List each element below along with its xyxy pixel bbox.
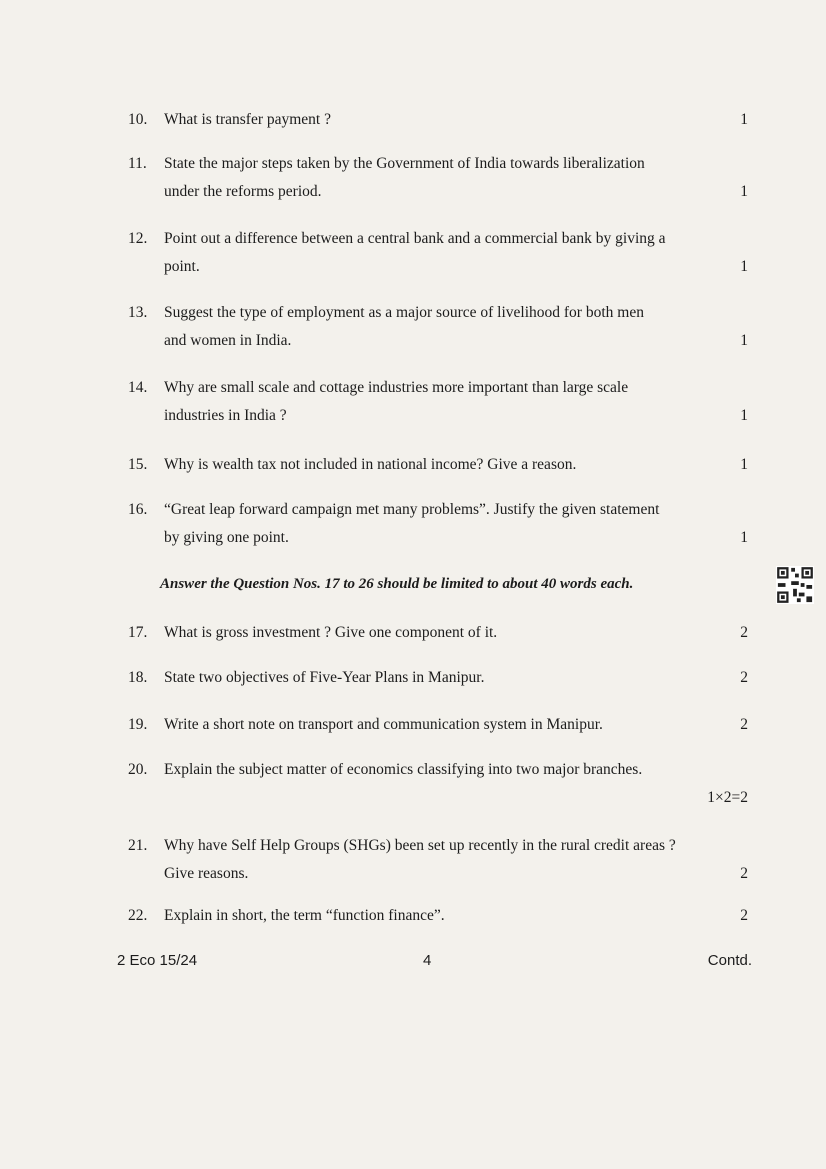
question-number: 19. xyxy=(128,716,148,733)
question-text: Explain the subject matter of economics classifying into two major branches. xyxy=(164,761,643,778)
question-number: 10. xyxy=(128,111,148,128)
question-number: 13. xyxy=(128,304,148,321)
question-text: Suggest the type of employment as a major source of livelihood for both men xyxy=(164,304,644,321)
question-marks: 2 xyxy=(740,907,748,924)
question-text: point. xyxy=(164,258,200,275)
question-text: Write a short note on transport and communication system in Manipur. xyxy=(164,716,603,733)
question-20 xyxy=(128,756,754,812)
section-instruction: Answer the Question Nos. 17 to 26 should be limited to about 40 words each. xyxy=(160,576,634,592)
question-marks: 1 xyxy=(740,456,748,473)
question-text: State two objectives of Five-Year Plans in Manipur. xyxy=(164,669,485,686)
question-marks: 1 xyxy=(740,407,748,424)
question-text: under the reforms period. xyxy=(164,183,322,200)
question-number: 22. xyxy=(128,907,148,924)
question-text: Why are small scale and cottage industries more important than large scale xyxy=(164,379,629,396)
qr-code-icon xyxy=(776,566,814,604)
question-number: 21. xyxy=(128,837,148,854)
question-21 xyxy=(128,832,754,888)
question-text: Give reasons. xyxy=(164,865,249,882)
question-11 xyxy=(128,150,754,206)
question-marks: 1 xyxy=(740,258,748,275)
question-text: Why have Self Help Groups (SHGs) been set up recently in the rural credit areas ? xyxy=(164,837,676,854)
question-marks: 2 xyxy=(740,624,748,641)
question-text: “Great leap forward campaign met many problems”. Justify the given statement xyxy=(164,501,660,518)
question-14 xyxy=(128,374,754,430)
question-number: 12. xyxy=(128,230,148,247)
question-number: 16. xyxy=(128,501,148,518)
question-text: by giving one point. xyxy=(164,529,289,546)
question-marks: 2 xyxy=(740,669,748,686)
question-text: What is transfer payment ? xyxy=(164,111,331,128)
question-13 xyxy=(128,299,754,355)
question-19 xyxy=(128,711,754,739)
question-text: and women in India. xyxy=(164,332,292,349)
question-text: Why is wealth tax not included in national income? Give a reason. xyxy=(164,456,577,473)
question-12 xyxy=(128,225,754,281)
question-number: 18. xyxy=(128,669,148,686)
question-text: State the major steps taken by the Government of India towards liberalization xyxy=(164,155,645,172)
question-marks: 1 xyxy=(740,183,748,200)
question-marks: 1×2=2 xyxy=(707,789,748,806)
continued-label: Contd. xyxy=(707,952,752,969)
question-marks: 2 xyxy=(740,716,748,733)
question-16 xyxy=(128,496,754,552)
question-text: industries in India ? xyxy=(164,407,287,424)
question-18 xyxy=(128,664,754,692)
question-text: Point out a difference between a central bank and a commercial bank by giving a xyxy=(164,230,666,247)
page-number: 4 xyxy=(423,952,432,969)
paper-code: 2 Eco 15/24 xyxy=(117,952,198,969)
question-22 xyxy=(128,902,754,930)
question-marks: 1 xyxy=(740,332,748,349)
question-number: 17. xyxy=(128,624,148,641)
question-number: 20. xyxy=(128,761,148,778)
question-17 xyxy=(128,619,754,647)
question-text: What is gross investment ? Give one component of it. xyxy=(164,624,498,641)
question-10 xyxy=(128,106,754,134)
question-number: 15. xyxy=(128,456,148,473)
question-number: 14. xyxy=(128,379,148,396)
question-marks: 1 xyxy=(740,529,748,546)
question-marks: 2 xyxy=(740,865,748,882)
question-15 xyxy=(128,451,754,479)
question-marks: 1 xyxy=(740,111,748,128)
question-number: 11. xyxy=(128,155,147,172)
question-text: Explain in short, the term “function finance”. xyxy=(164,907,445,924)
